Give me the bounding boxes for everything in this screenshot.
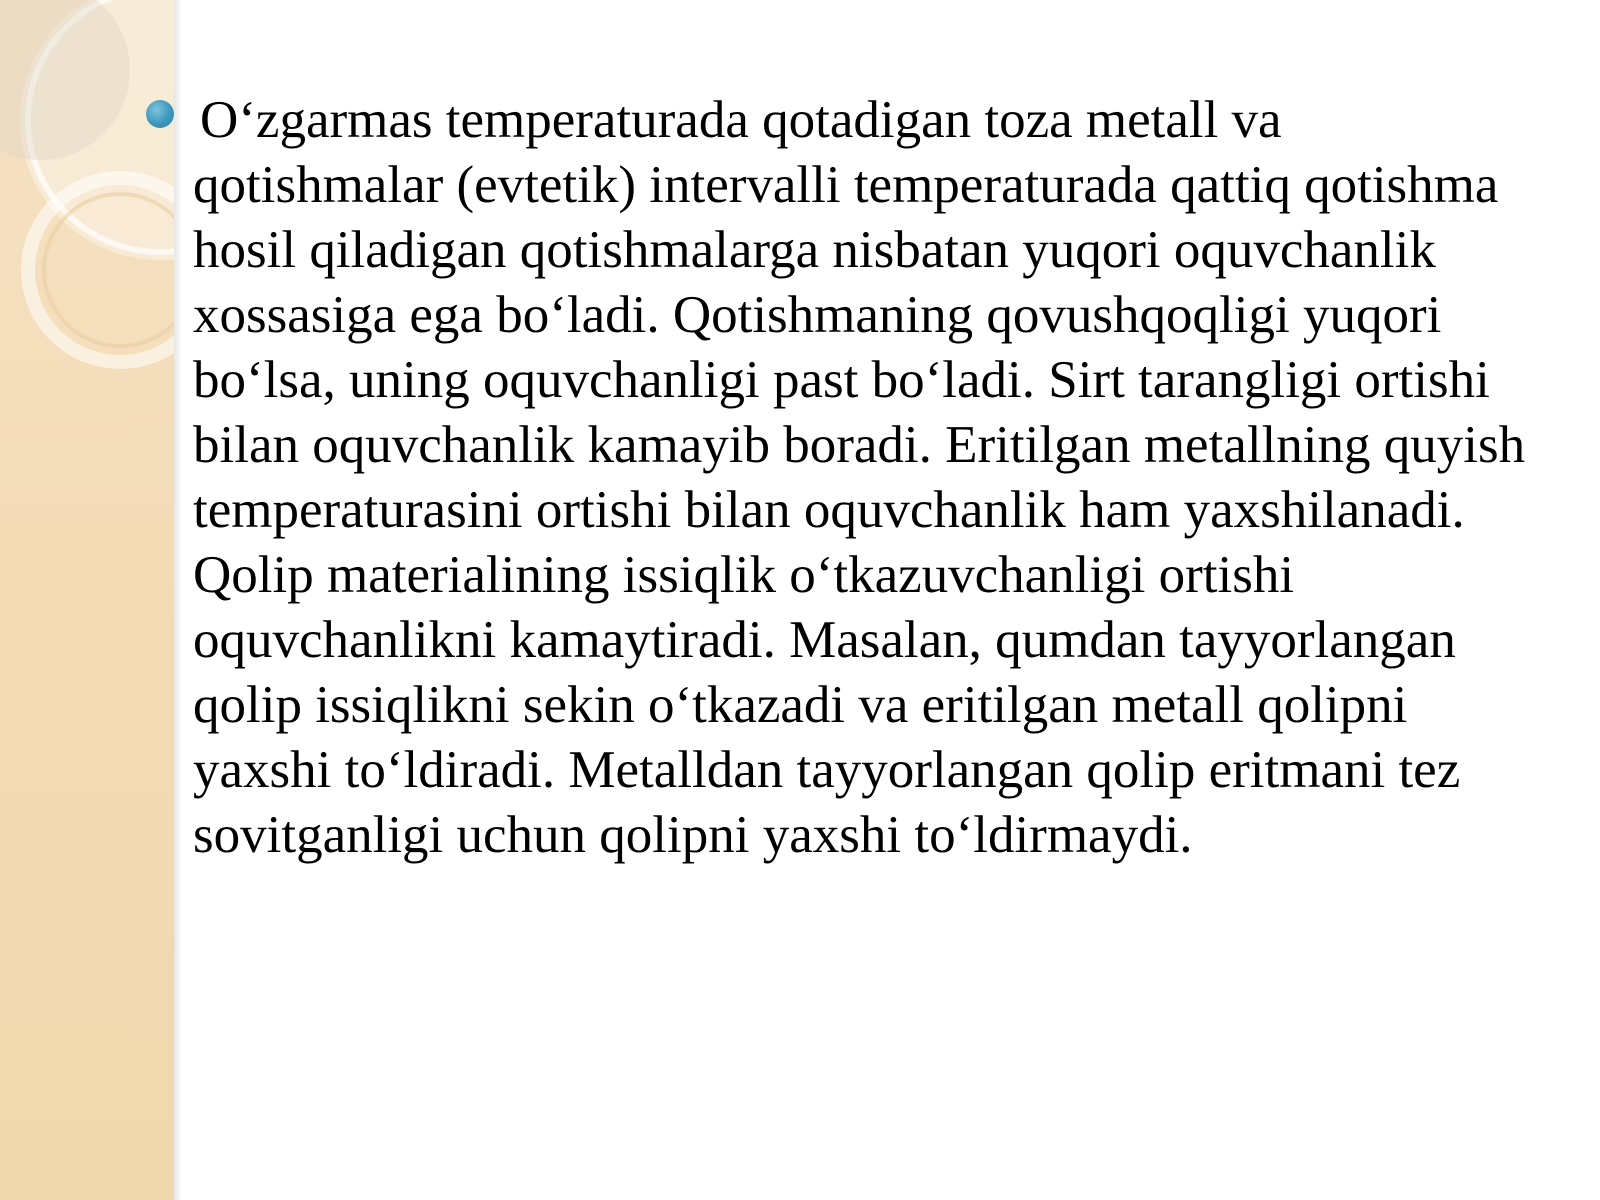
body-paragraph: O‘zgarmas temperaturada qotadigan toza metall va qotishmalar (evtetik) intervalli temperaturada qattiq qotishma hosil qiladigan qotishmalarga nisbatan yuqori oquvchanlik xossasiga ega bo‘ladi. Qotishmaning qovushqoqligi yuqori bo‘lsa, uning oquvchanligi past bo‘ladi. Sirt tarangligi ortishi bilan oquvchanlik kamayib boradi. Eritilgan metallning quyish temperaturasini ortishi bilan oquvchanlik ham yaxshilanadi. Qolip materialining issiqlik o‘tkazuvchanligi ortishi oquvchanlikni kamaytiradi. Masalan, qumdan tayyorlangan qolip issiqlikni sekin o‘tkazadi va eritilgan metall qolipni yaxshi to‘ldiradi. Metalldan tayyorlangan qolip eritmani tez sovitganligi uchun qolipni yaxshi to‘ldirmaydi. (193, 91, 1526, 864)
bullet-item (140, 88, 1540, 868)
slide-content (140, 88, 1540, 868)
bullet-dot-icon (146, 100, 174, 128)
